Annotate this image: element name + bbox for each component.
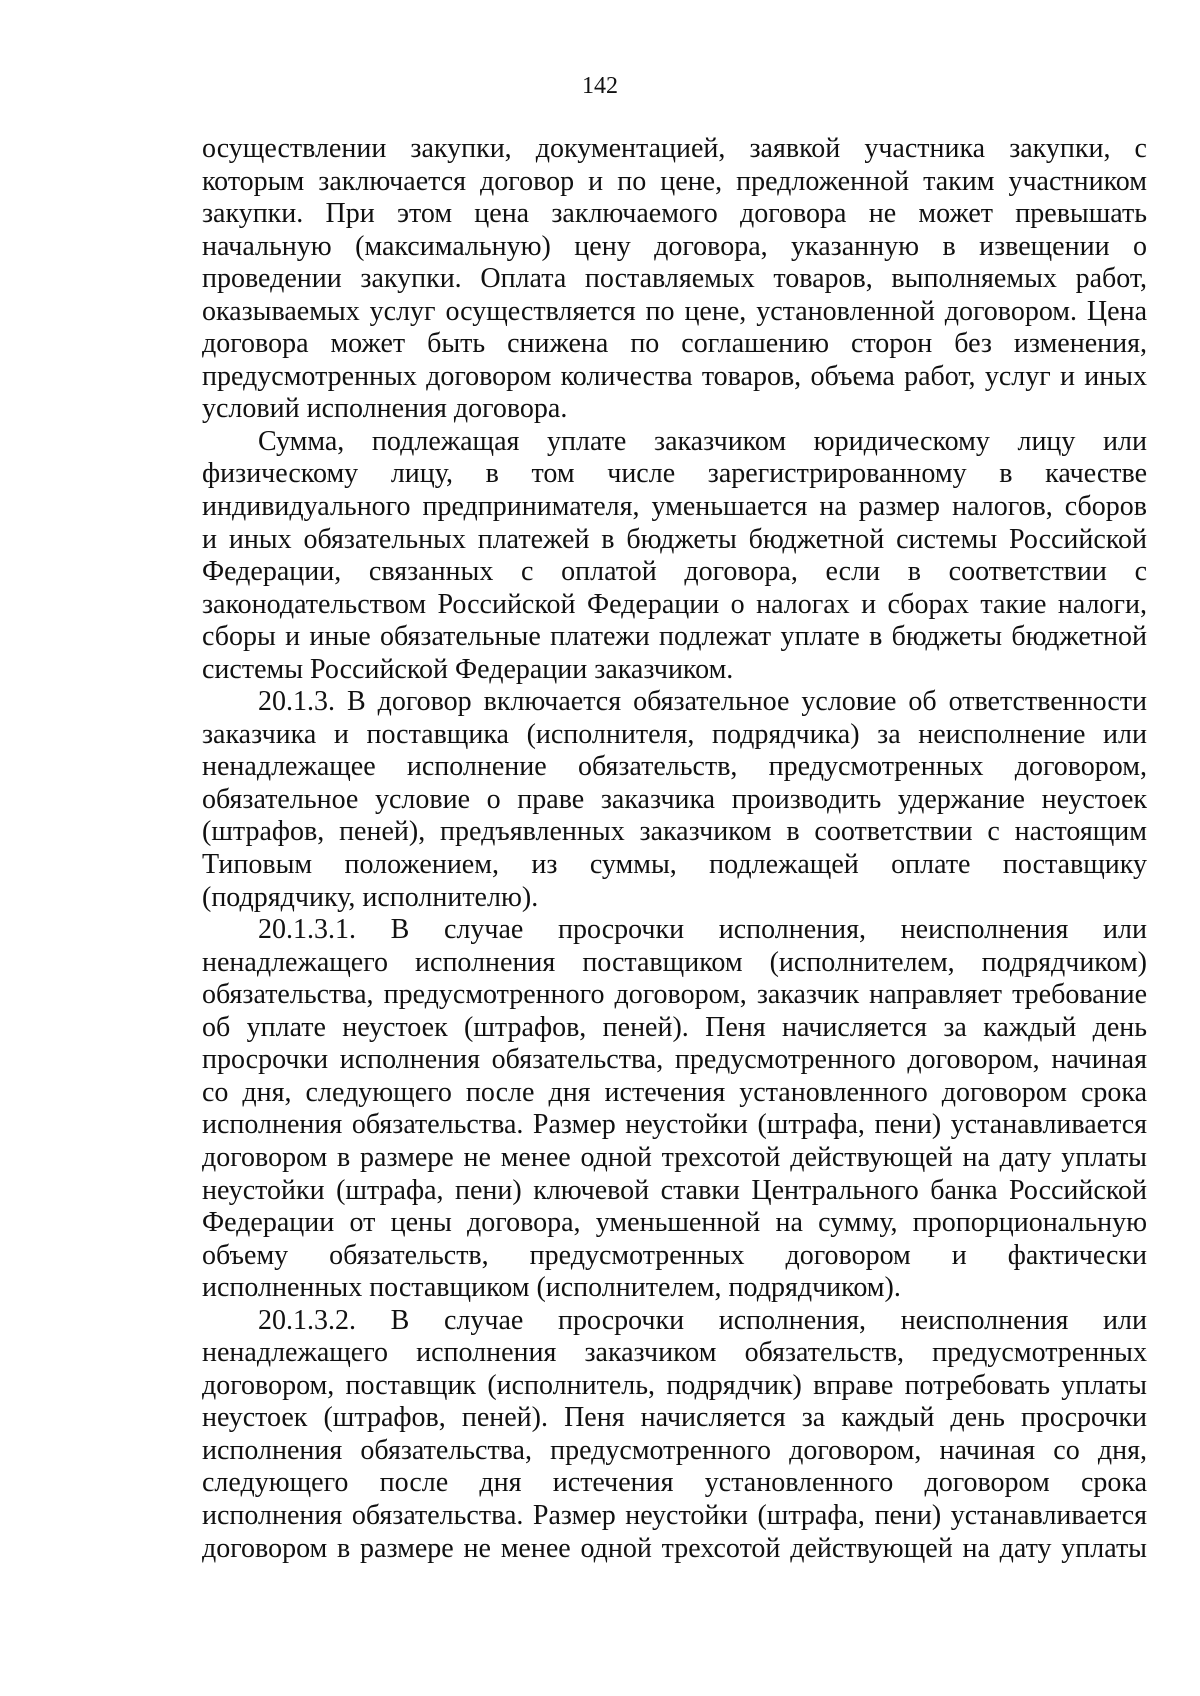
text-line: Типовым положением, из суммы, подлежащей оплате поставщику: [202, 849, 1147, 881]
paragraph: [202, 914, 1147, 1305]
text-line: сборы и иные обязательные платежи подлежат уплате в бюджеты бюджетной: [202, 621, 1147, 653]
text-line: следующего после дня истечения установленного договором срока: [202, 1467, 1147, 1499]
text-line: ненадлежащее исполнение обязательств, предусмотренных договором,: [202, 751, 1147, 783]
text-line: ненадлежащего исполнения заказчиком обязательств, предусмотренных: [202, 1337, 1147, 1369]
text-line: оказываемых услуг осуществляется по цене, установленной договором. Цена: [202, 295, 1147, 327]
paragraph: [202, 426, 1147, 686]
text-line: закупки. При этом цена заключаемого договора не может превышать: [202, 198, 1147, 230]
page-number: 142: [582, 73, 618, 99]
text-line: Федерации от цены договора, уменьшенной на сумму, пропорциональную: [202, 1207, 1147, 1239]
text-line: 20.1.3.1. В случае просрочки исполнения, неисполнения или: [258, 914, 1147, 946]
paragraph: [202, 1305, 1147, 1565]
text-line: обязательное условие о праве заказчика производить удержание неустоек: [202, 783, 1147, 815]
text-line: об уплате неустоек (штрафов, пеней). Пеня начисляется за каждый день: [202, 1011, 1147, 1043]
paragraph: [202, 133, 1147, 426]
body-text: [202, 133, 1147, 1565]
text-line: ненадлежащего исполнения поставщиком (исполнителем, подрядчиком): [202, 946, 1147, 978]
text-line: Сумма, подлежащая уплате заказчиком юридическому лицу или: [258, 425, 1147, 457]
text-line: которым заключается договор и по цене, предложенной таким участником: [202, 165, 1147, 197]
text-line: объему обязательств, предусмотренных договором и фактически: [202, 1239, 1147, 1271]
text-line: и иных обязательных платежей в бюджеты бюджетной системы Российской: [202, 523, 1147, 555]
text-line: условий исполнения договора.: [202, 393, 568, 425]
text-line: Федерации, связанных с оплатой договора, если в соответствии с: [202, 556, 1147, 588]
text-line: неустойки (штрафа, пени) ключевой ставки Центрального банка Российской: [202, 1174, 1147, 1206]
text-line: (штрафов, пеней), предъявленных заказчиком в соответствии с настоящим: [202, 816, 1147, 848]
text-line: исполнения обязательства. Размер неустойки (штрафа, пени) устанавливается: [202, 1499, 1147, 1531]
text-line: законодательством Российской Федерации о налогах и сборах такие налоги,: [202, 588, 1147, 620]
text-line: договором в размере не менее одной трехсотой действующей на дату уплаты: [202, 1532, 1147, 1564]
text-line: договором в размере не менее одной трехсотой действующей на дату уплаты: [202, 1141, 1147, 1173]
text-line: исполнения обязательства. Размер неустойки (штрафа, пени) устанавливается: [202, 1109, 1147, 1141]
text-line: со дня, следующего после дня истечения установленного договором срока: [202, 1076, 1147, 1108]
paragraph: [202, 686, 1147, 914]
text-line: осуществлении закупки, документацией, заявкой участника закупки, с: [202, 133, 1147, 164]
text-line: исполненных поставщиком (исполнителем, подрядчиком).: [202, 1272, 901, 1304]
text-line: системы Российской Федерации заказчиком.: [202, 653, 734, 685]
text-line: 20.1.3. В договор включается обязательное условие об ответственности: [258, 686, 1147, 718]
text-line: предусмотренных договором количества товаров, объема работ, услуг и иных: [202, 360, 1147, 392]
text-line: исполнения обязательства, предусмотренного договором, начиная со дня,: [202, 1434, 1147, 1466]
text-line: 20.1.3.2. В случае просрочки исполнения, неисполнения или: [258, 1304, 1147, 1336]
text-line: проведении закупки. Оплата поставляемых товаров, выполняемых работ,: [202, 263, 1147, 295]
text-line: начальную (максимальную) цену договора, указанную в извещении о: [202, 230, 1147, 262]
text-line: заказчика и поставщика (исполнителя, подрядчика) за неисполнение или: [202, 718, 1147, 750]
text-line: обязательства, предусмотренного договором, заказчик направляет требование: [202, 979, 1147, 1011]
text-line: просрочки исполнения обязательства, предусмотренного договором, начиная: [202, 1044, 1147, 1076]
text-line: (подрядчику, исполнителю).: [202, 881, 539, 913]
text-line: неустоек (штрафов, пеней). Пеня начисляется за каждый день просрочки: [202, 1402, 1147, 1434]
text-line: индивидуального предпринимателя, уменьшается на размер налогов, сборов: [202, 491, 1147, 523]
text-line: договором, поставщик (исполнитель, подрядчик) вправе потребовать уплаты: [202, 1369, 1147, 1401]
text-line: физическому лицу, в том числе зарегистрированному в качестве: [202, 458, 1147, 490]
text-line: договора может быть снижена по соглашению сторон без изменения,: [202, 328, 1147, 360]
